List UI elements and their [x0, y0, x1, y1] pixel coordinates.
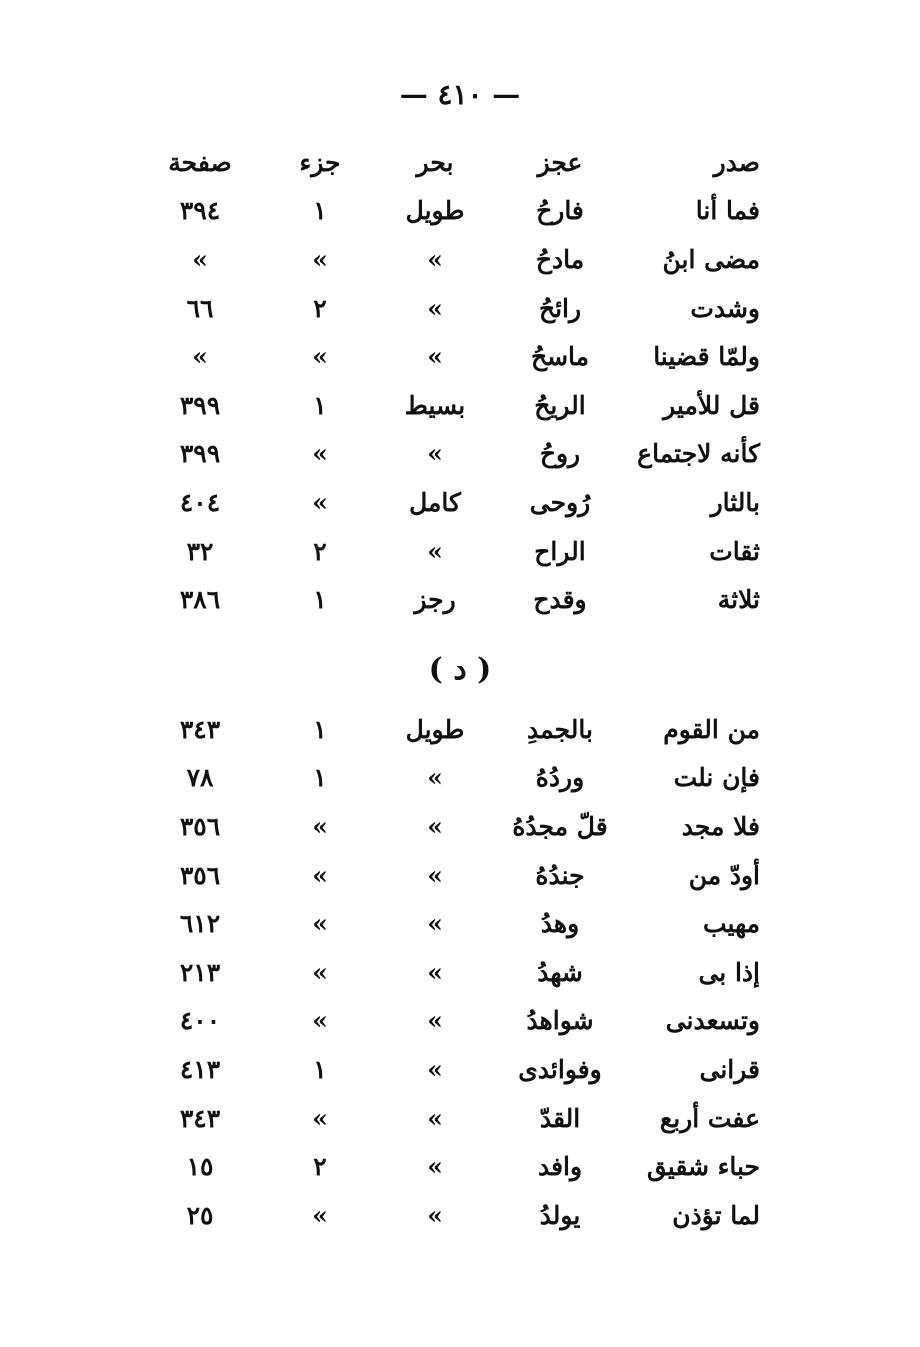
cell-sadr: فإن نلت [673, 763, 760, 793]
header-safha: صفحة [168, 147, 232, 177]
cell-sadr: وتسعدنى [665, 1006, 760, 1036]
table-row [140, 478, 760, 527]
cell-sadr: قل للأمير [663, 390, 760, 420]
header-bahr: بحر [416, 147, 454, 177]
cell-bahr: » [427, 957, 443, 987]
cell-safha: ٦٦ [186, 293, 214, 323]
cell-juz: » [312, 909, 328, 939]
table-row [140, 899, 760, 948]
cell-sadr: كأنه لاجتماع [637, 439, 760, 469]
cell-safha: ٤١٣ [179, 1054, 221, 1084]
cell-sadr: ولمّا قضينا [653, 342, 760, 372]
header-row [140, 138, 760, 187]
cell-ajz: يولدُ [539, 1200, 581, 1230]
cell-ajz: ماسحُ [530, 342, 590, 372]
cell-ajz: جندُهُ [535, 860, 585, 890]
cell-bahr: » [427, 763, 443, 793]
table-row [140, 948, 760, 997]
cell-ajz: وقدح [533, 585, 587, 615]
cell-bahr: » [427, 1006, 443, 1036]
cell-juz: » [312, 244, 328, 274]
cell-juz: ١ [313, 763, 327, 793]
table-row [140, 187, 760, 236]
cell-ajz: القدّ [539, 1103, 581, 1133]
cell-safha: » [192, 342, 208, 372]
cell-bahr: » [427, 439, 443, 469]
cell-safha: » [192, 244, 208, 274]
cell-safha: ٣٤٣ [179, 1103, 221, 1133]
header-juz: جزء [299, 147, 341, 177]
cell-ajz: وافد [537, 1152, 583, 1182]
index-table-dal-body [140, 705, 760, 1240]
cell-juz: ١ [313, 196, 327, 226]
cell-juz: » [312, 860, 328, 890]
table-row [140, 235, 760, 284]
table-row [140, 997, 760, 1046]
cell-sadr: ثقات [709, 536, 760, 566]
cell-sadr: أودّ من [688, 860, 760, 890]
cell-safha: ٣٥٦ [179, 811, 221, 841]
table-row [140, 705, 760, 754]
table-row [140, 1045, 760, 1094]
cell-safha: ٣٢ [186, 536, 214, 566]
cell-ajz: رائحُ [538, 293, 582, 323]
cell-juz: ١ [313, 714, 327, 744]
table-row [140, 1094, 760, 1143]
table-row [140, 754, 760, 803]
cell-bahr: » [427, 293, 443, 323]
cell-bahr: » [427, 1152, 443, 1182]
index-table-ha-body [140, 138, 760, 624]
cell-ajz: وهدُ [540, 909, 580, 939]
cell-ajz: بالجمدِ [527, 714, 593, 744]
cell-sadr: من القوم [663, 714, 760, 744]
cell-sadr: وشدت [690, 293, 760, 323]
cell-ajz: مادحُ [535, 244, 585, 274]
cell-bahr: كامل [409, 487, 461, 517]
cell-safha: ٤٠٠ [179, 1006, 221, 1036]
cell-ajz: الراح [534, 536, 586, 566]
table-row [140, 284, 760, 333]
cell-bahr: » [427, 1054, 443, 1084]
cell-safha: ٣٨٦ [179, 585, 221, 615]
table-row [140, 381, 760, 430]
cell-safha: ٤٠٤ [179, 487, 221, 517]
cell-safha: ٣٥٦ [179, 860, 221, 890]
cell-sadr: فما أنا [695, 196, 760, 226]
table-row [140, 1191, 760, 1240]
cell-juz: » [312, 811, 328, 841]
cell-safha: ٣٩٩ [179, 439, 221, 469]
table-row [140, 802, 760, 851]
cell-juz: ٢ [313, 293, 327, 323]
cell-ajz: وفوائدى [518, 1054, 602, 1084]
cell-ajz: قلّ مجدُهُ [512, 811, 608, 841]
cell-bahr: » [427, 1200, 443, 1230]
cell-safha: ٧٨ [186, 763, 214, 793]
cell-bahr: » [427, 909, 443, 939]
cell-ajz: شهدُ [537, 957, 583, 987]
cell-ajz: روحُ [539, 439, 581, 469]
header-ajz: عجز [537, 147, 583, 177]
cell-juz: ٢ [313, 536, 327, 566]
cell-ajz: وردُهُ [535, 763, 585, 793]
cell-sadr: لما تؤذن [672, 1200, 760, 1230]
index-table-dal [140, 705, 760, 1240]
cell-sadr: فلا مجد [681, 811, 760, 841]
cell-bahr: » [427, 342, 443, 372]
cell-sadr: مضى ابنُ [662, 244, 760, 274]
cell-bahr: طويل [405, 196, 465, 226]
cell-juz: » [312, 439, 328, 469]
cell-juz: » [312, 487, 328, 517]
table-row [140, 430, 760, 479]
cell-sadr: إذا بى [698, 957, 760, 987]
cell-safha: ٣٩٩ [179, 390, 221, 420]
cell-juz: » [312, 1006, 328, 1036]
table-row [140, 851, 760, 900]
cell-safha: ٢٥ [186, 1200, 214, 1230]
cell-safha: ٦١٢ [179, 909, 221, 939]
cell-juz: ٢ [313, 1152, 327, 1182]
header-sadr: صدر [713, 147, 760, 177]
cell-sadr: مهيب [702, 909, 760, 939]
cell-sadr: قرانى [699, 1054, 760, 1084]
cell-juz: ١ [313, 1054, 327, 1084]
cell-juz: » [312, 342, 328, 372]
cell-bahr: » [427, 811, 443, 841]
cell-juz: » [312, 1103, 328, 1133]
cell-sadr: عفت أربع [659, 1103, 760, 1133]
cell-safha: ٣٤٣ [179, 714, 221, 744]
cell-juz: » [312, 1200, 328, 1230]
cell-ajz: الريحُ [534, 390, 586, 420]
cell-safha: ٢١٣ [179, 957, 221, 987]
cell-juz: ١ [313, 390, 327, 420]
cell-bahr: رجز [414, 585, 456, 615]
table-row [140, 527, 760, 576]
cell-safha: ١٥ [186, 1152, 214, 1182]
cell-ajz: شواهدُ [526, 1006, 594, 1036]
table-row [140, 1142, 760, 1191]
table-row [140, 575, 760, 624]
cell-bahr: » [427, 244, 443, 274]
cell-bahr: بسيط [404, 390, 466, 420]
cell-ajz: رُوحى [529, 487, 591, 517]
cell-bahr: » [427, 1103, 443, 1133]
cell-safha: ٣٩٤ [179, 196, 221, 226]
cell-bahr: » [427, 536, 443, 566]
cell-ajz: فارحُ [536, 196, 584, 226]
page-number: — ٤١٠ — [399, 78, 521, 111]
cell-sadr: بالثار [710, 487, 760, 517]
cell-juz: ١ [313, 585, 327, 615]
cell-bahr: » [427, 860, 443, 890]
cell-bahr: طويل [405, 714, 465, 744]
cell-sadr: ثلاثة [717, 585, 760, 615]
cell-sadr: حباء شقيق [646, 1152, 760, 1182]
section-dal-heading: ( د ) [428, 652, 492, 687]
table-row [140, 332, 760, 381]
index-table-ha [140, 138, 760, 624]
cell-juz: » [312, 957, 328, 987]
